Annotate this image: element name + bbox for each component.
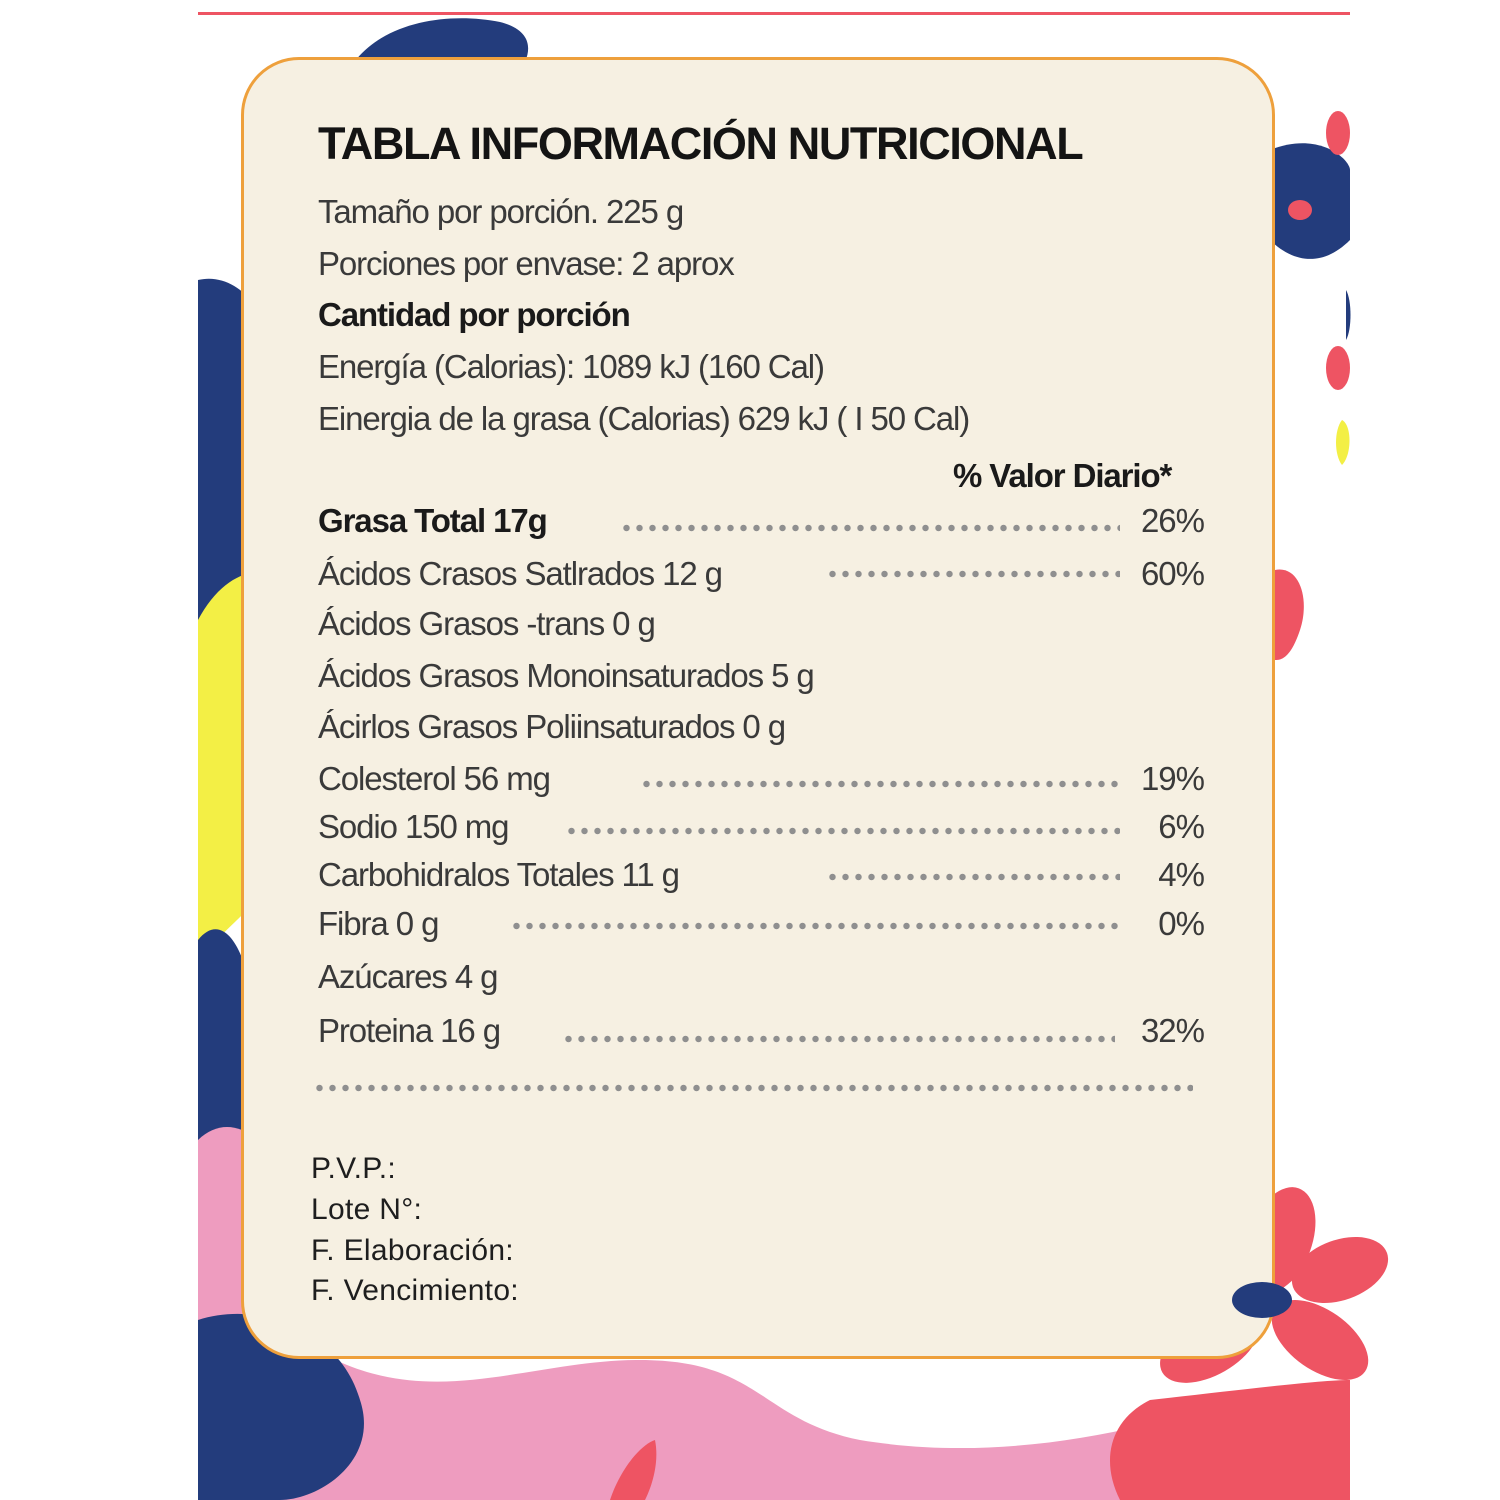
nutrient-label-sodium: Sodio 150 mg bbox=[318, 808, 509, 845]
elaboracion-label: F. Elaboración: bbox=[311, 1234, 514, 1267]
lote-label: Lote N°: bbox=[311, 1193, 423, 1226]
nutrient-label-total-fat: Grasa Total 17g bbox=[318, 502, 547, 539]
leader-dots bbox=[510, 921, 1120, 931]
leader-dots bbox=[620, 523, 1120, 533]
fat-energy-line: Einergia de la grasa (Calorias) 629 kJ ( I 50 Cal) bbox=[318, 400, 970, 437]
nutrient-pct-saturated-fat: 60% bbox=[1140, 555, 1204, 592]
nutrient-pct-protein: 32% bbox=[1140, 1012, 1204, 1049]
nutrient-pct-sodium: 6% bbox=[1158, 808, 1204, 845]
nutrient-label-sugars: Azúcares 4 g bbox=[318, 958, 498, 995]
vencimiento-label: F. Vencimiento: bbox=[311, 1274, 519, 1307]
coral-dot-right-2 bbox=[1326, 111, 1350, 155]
table-title: TABLA INFORMACIÓN NUTRICIONAL bbox=[318, 118, 1083, 169]
coral-dot-right-3 bbox=[1326, 346, 1350, 390]
nutrient-pct-fiber: 0% bbox=[1158, 905, 1204, 942]
navy-blob-right bbox=[1270, 143, 1350, 259]
energy-line: Energía (Calorias): 1089 kJ (160 Cal) bbox=[318, 348, 824, 385]
nutrient-label-monounsaturated: Ácidos Grasos Monoinsaturados 5 g bbox=[318, 657, 814, 694]
serving-size: Tamaño por porción. 225 g bbox=[318, 193, 684, 230]
daily-value-header: % Valor Diario* bbox=[953, 457, 1172, 494]
pvp-label: P.V.P.: bbox=[311, 1152, 396, 1185]
servings-per-container: Porciones por envase: 2 aprox bbox=[318, 245, 734, 282]
top-rule bbox=[198, 12, 1350, 15]
nutrient-label-carbohydrates: Carbohidralos Totales 11 g bbox=[318, 856, 679, 893]
leader-dots bbox=[826, 872, 1120, 882]
nutrient-label-protein: Proteina 16 g bbox=[318, 1012, 501, 1049]
flower-center-icon bbox=[1220, 1270, 1300, 1330]
nutrient-label-polyunsaturated: Ácirlos Grasos Poliinsaturados 0 g bbox=[318, 708, 785, 745]
leader-dots bbox=[562, 1034, 1115, 1044]
nutrient-label-saturated-fat: Ácidos Crasos Satlrados 12 g bbox=[318, 555, 722, 592]
leader-dots bbox=[565, 826, 1120, 836]
coral-dot-right-1 bbox=[1288, 200, 1312, 220]
nutrient-label-trans-fat: Ácidos Grasos -trans 0 g bbox=[318, 605, 655, 642]
leader-dots bbox=[640, 779, 1120, 789]
separator-dots bbox=[313, 1083, 1193, 1093]
leader-dots bbox=[826, 569, 1120, 579]
nutrient-pct-total-fat: 26% bbox=[1140, 502, 1204, 539]
amount-per-serving: Cantidad por porción bbox=[318, 296, 630, 333]
nutrient-pct-cholesterol: 19% bbox=[1140, 760, 1204, 797]
nutrient-label-fiber: Fibra 0 g bbox=[318, 905, 439, 942]
nutrient-pct-carbohydrates: 4% bbox=[1158, 856, 1204, 893]
nutrient-label-cholesterol: Colesterol 56 mg bbox=[318, 760, 550, 797]
